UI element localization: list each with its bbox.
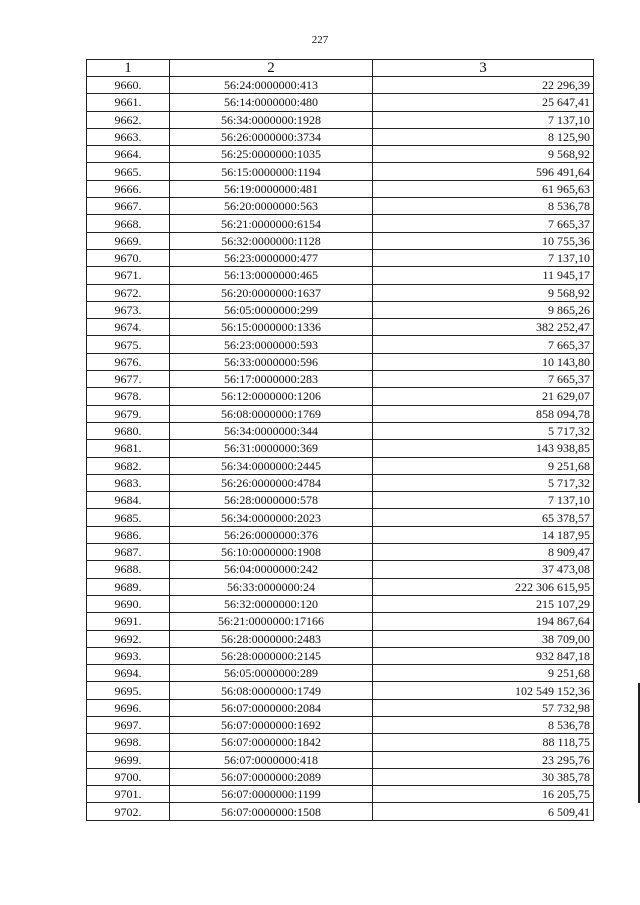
row-value: 215 107,29: [373, 595, 594, 612]
row-number: 9693.: [87, 647, 170, 664]
row-value: 37 473,08: [373, 561, 594, 578]
cadastral-number: 56:33:0000000:596: [170, 353, 373, 370]
cadastral-number: 56:08:0000000:1769: [170, 405, 373, 422]
cadastral-number: 56:13:0000000:465: [170, 267, 373, 284]
row-value: 9 251,68: [373, 457, 594, 474]
cadastral-number: 56:20:0000000:1637: [170, 284, 373, 301]
table-row: [87, 215, 594, 232]
table-row: [87, 267, 594, 284]
column-header-value: 3: [373, 60, 594, 77]
table-row: [87, 232, 594, 249]
row-number: 9663.: [87, 128, 170, 145]
cadastral-number: 56:31:0000000:369: [170, 440, 373, 457]
table-row: [87, 405, 594, 422]
row-value: 5 717,32: [373, 422, 594, 439]
row-value: 6 509,41: [373, 803, 594, 820]
cadastral-number: 56:05:0000000:299: [170, 301, 373, 318]
row-number: 9688.: [87, 561, 170, 578]
row-value: 222 306 615,95: [373, 578, 594, 595]
table-row: [87, 249, 594, 266]
row-value: 9 568,92: [373, 284, 594, 301]
table-row: [87, 561, 594, 578]
row-value: 57 732,98: [373, 699, 594, 716]
cadastral-number: 56:34:0000000:2023: [170, 509, 373, 526]
table-row: [87, 544, 594, 561]
row-number: 9664.: [87, 146, 170, 163]
row-number: 9671.: [87, 267, 170, 284]
row-value: 9 568,92: [373, 146, 594, 163]
cadastral-number: 56:33:0000000:24: [170, 578, 373, 595]
cadastral-number: 56:32:0000000:120: [170, 595, 373, 612]
table-row: [87, 613, 594, 630]
row-number: 9685.: [87, 509, 170, 526]
row-number: 9662.: [87, 111, 170, 128]
row-number: 9690.: [87, 595, 170, 612]
row-number: 9678.: [87, 388, 170, 405]
row-value: 10 755,36: [373, 232, 594, 249]
cadastral-number: 56:23:0000000:477: [170, 249, 373, 266]
row-value: 61 965,63: [373, 180, 594, 197]
table-row: [87, 198, 594, 215]
row-number: 9700.: [87, 768, 170, 785]
table-row: [87, 595, 594, 612]
cadastral-number: 56:24:0000000:413: [170, 77, 373, 94]
row-number: 9661.: [87, 94, 170, 111]
row-number: 9665.: [87, 163, 170, 180]
row-number: 9696.: [87, 699, 170, 716]
row-number: 9680.: [87, 422, 170, 439]
table-row: [87, 388, 594, 405]
row-value: 596 491,64: [373, 163, 594, 180]
cadastral-number: 56:07:0000000:2084: [170, 699, 373, 716]
table-row: [87, 699, 594, 716]
cadastral-number: 56:25:0000000:1035: [170, 146, 373, 163]
table-row: [87, 284, 594, 301]
cadastral-number: 56:10:0000000:1908: [170, 544, 373, 561]
row-value: 143 938,85: [373, 440, 594, 457]
cadastral-number: 56:08:0000000:1749: [170, 682, 373, 699]
row-number: 9692.: [87, 630, 170, 647]
cadastral-number: 56:14:0000000:480: [170, 94, 373, 111]
table-row: [87, 630, 594, 647]
table-row: [87, 180, 594, 197]
row-number: 9677.: [87, 371, 170, 388]
row-number: 9672.: [87, 284, 170, 301]
row-number: 9686.: [87, 526, 170, 543]
cadastral-number: 56:21:0000000:6154: [170, 215, 373, 232]
table-row: [87, 336, 594, 353]
table-row: [87, 371, 594, 388]
row-number: 9675.: [87, 336, 170, 353]
cadastral-number: 56:07:0000000:2089: [170, 768, 373, 785]
cadastral-number: 56:07:0000000:1508: [170, 803, 373, 820]
row-value: 8 909,47: [373, 544, 594, 561]
cadastral-number: 56:23:0000000:593: [170, 336, 373, 353]
table-row: [87, 578, 594, 595]
cadastral-number: 56:26:0000000:376: [170, 526, 373, 543]
row-value: 38 709,00: [373, 630, 594, 647]
row-value: 7 137,10: [373, 492, 594, 509]
cadastral-number: 56:32:0000000:1128: [170, 232, 373, 249]
cadastral-number: 56:20:0000000:563: [170, 198, 373, 215]
row-number: 9697.: [87, 716, 170, 733]
cadastral-number: 56:05:0000000:289: [170, 665, 373, 682]
row-value: 9 251,68: [373, 665, 594, 682]
row-number: 9669.: [87, 232, 170, 249]
row-number: 9694.: [87, 665, 170, 682]
row-value: 22 296,39: [373, 77, 594, 94]
row-number: 9668.: [87, 215, 170, 232]
cadastral-number: 56:07:0000000:418: [170, 751, 373, 768]
table-row: [87, 768, 594, 785]
table-row: [87, 422, 594, 439]
row-number: 9660.: [87, 77, 170, 94]
table-row: [87, 509, 594, 526]
row-value: 932 847,18: [373, 647, 594, 664]
table-row: [87, 682, 594, 699]
table-row: [87, 94, 594, 111]
table-row: [87, 353, 594, 370]
cadastral-number: 56:17:0000000:283: [170, 371, 373, 388]
table-body: [87, 77, 594, 821]
row-value: 8 536,78: [373, 716, 594, 733]
row-value: 25 647,41: [373, 94, 594, 111]
row-value: 10 143,80: [373, 353, 594, 370]
row-number: 9684.: [87, 492, 170, 509]
table-row: [87, 665, 594, 682]
row-value: 7 665,37: [373, 215, 594, 232]
table-row: [87, 803, 594, 820]
table-row: [87, 716, 594, 733]
row-number: 9681.: [87, 440, 170, 457]
row-value: 858 094,78: [373, 405, 594, 422]
table-row: [87, 111, 594, 128]
table-row: [87, 301, 594, 318]
cadastral-number: 56:34:0000000:1928: [170, 111, 373, 128]
row-value: 8 125,90: [373, 128, 594, 145]
row-value: 21 629,07: [373, 388, 594, 405]
table-row: [87, 786, 594, 803]
table-row: [87, 526, 594, 543]
table-row: [87, 457, 594, 474]
row-number: 9667.: [87, 198, 170, 215]
row-value: 23 295,76: [373, 751, 594, 768]
cadastral-number: 56:28:0000000:2483: [170, 630, 373, 647]
row-number: 9679.: [87, 405, 170, 422]
table-row: [87, 128, 594, 145]
register-table: [86, 59, 594, 821]
row-number: 9698.: [87, 734, 170, 751]
row-number: 9702.: [87, 803, 170, 820]
row-value: 194 867,64: [373, 613, 594, 630]
row-value: 7 137,10: [373, 111, 594, 128]
cadastral-number: 56:28:0000000:578: [170, 492, 373, 509]
row-value: 16 205,75: [373, 786, 594, 803]
cadastral-number: 56:12:0000000:1206: [170, 388, 373, 405]
header-row: [87, 60, 594, 77]
row-value: 8 536,78: [373, 198, 594, 215]
row-value: 88 118,75: [373, 734, 594, 751]
cadastral-number: 56:21:0000000:17166: [170, 613, 373, 630]
row-number: 9695.: [87, 682, 170, 699]
row-value: 7 137,10: [373, 249, 594, 266]
row-number: 9701.: [87, 786, 170, 803]
row-value: 14 187,95: [373, 526, 594, 543]
table-row: [87, 492, 594, 509]
cadastral-number: 56:19:0000000:481: [170, 180, 373, 197]
cadastral-number: 56:26:0000000:3734: [170, 128, 373, 145]
row-value: 30 385,78: [373, 768, 594, 785]
table-row: [87, 751, 594, 768]
row-number: 9666.: [87, 180, 170, 197]
table-row: [87, 146, 594, 163]
cadastral-number: 56:34:0000000:2445: [170, 457, 373, 474]
row-number: 9687.: [87, 544, 170, 561]
row-number: 9683.: [87, 474, 170, 491]
column-header-number: 1: [87, 60, 170, 77]
cadastral-number: 56:04:0000000:242: [170, 561, 373, 578]
column-header-cadastral-number: 2: [170, 60, 373, 77]
table-row: [87, 163, 594, 180]
cadastral-number: 56:34:0000000:344: [170, 422, 373, 439]
row-value: 7 665,37: [373, 336, 594, 353]
row-value: 65 378,57: [373, 509, 594, 526]
cadastral-number: 56:28:0000000:2145: [170, 647, 373, 664]
cadastral-number: 56:07:0000000:1199: [170, 786, 373, 803]
cadastral-number: 56:07:0000000:1842: [170, 734, 373, 751]
row-number: 9673.: [87, 301, 170, 318]
table-row: [87, 319, 594, 336]
row-number: 9674.: [87, 319, 170, 336]
row-number: 9676.: [87, 353, 170, 370]
table-row: [87, 474, 594, 491]
cadastral-number: 56:26:0000000:4784: [170, 474, 373, 491]
cadastral-number: 56:15:0000000:1194: [170, 163, 373, 180]
page-number: 227: [311, 34, 329, 46]
row-value: 7 665,37: [373, 371, 594, 388]
row-value: 5 717,32: [373, 474, 594, 491]
row-number: 9670.: [87, 249, 170, 266]
row-number: 9689.: [87, 578, 170, 595]
table-row: [87, 77, 594, 94]
row-number: 9691.: [87, 613, 170, 630]
row-value: 102 549 152,36: [373, 682, 594, 699]
row-value: 382 252,47: [373, 319, 594, 336]
row-value: 9 865,26: [373, 301, 594, 318]
cadastral-number: 56:07:0000000:1692: [170, 716, 373, 733]
table-row: [87, 647, 594, 664]
table-row: [87, 440, 594, 457]
table-row: [87, 734, 594, 751]
row-number: 9699.: [87, 751, 170, 768]
row-value: 11 945,17: [373, 267, 594, 284]
row-number: 9682.: [87, 457, 170, 474]
cadastral-number: 56:15:0000000:1336: [170, 319, 373, 336]
